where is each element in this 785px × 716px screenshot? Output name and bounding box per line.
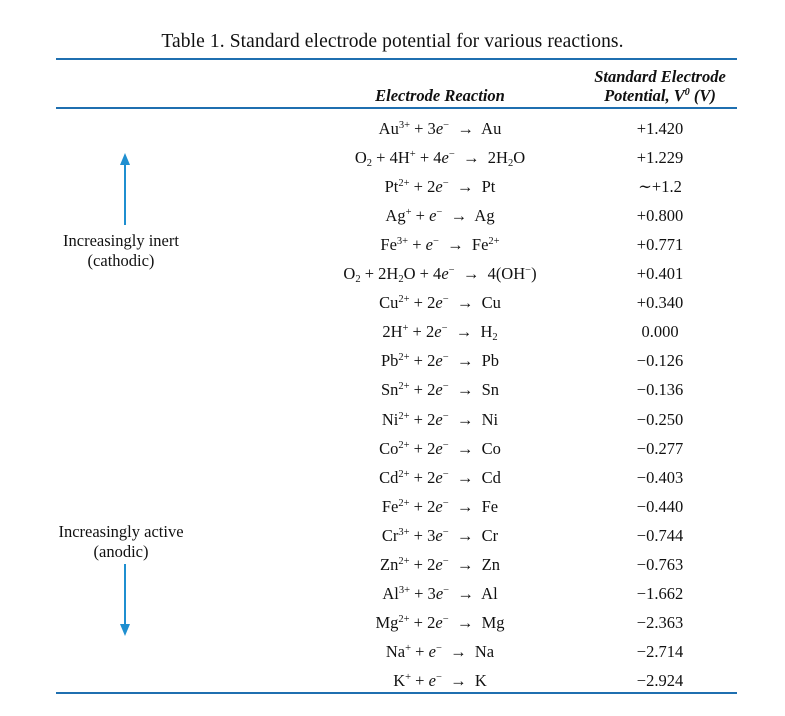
reaction-cell: $Fe^{2+} + 2e^- \to Fe$ bbox=[381, 496, 499, 516]
potential-cell: −2.363 bbox=[636, 612, 684, 632]
potential-cell: +0.771 bbox=[636, 235, 684, 255]
table-row bbox=[0, 553, 785, 582]
header-electrode-reaction: Electrode Reaction bbox=[375, 86, 505, 105]
reaction-cell: $Pt^{2+} + 2e^- \to Pt$ bbox=[384, 177, 496, 197]
potential-cell: +1.420 bbox=[636, 119, 684, 138]
potential-cell: ∼+1.2 bbox=[638, 177, 682, 197]
table-header-rule bbox=[56, 107, 737, 109]
reaction-cell: Ag+ + e− → Ag bbox=[385, 206, 495, 226]
header-potential-line2: Potential, $V^0$ (V) bbox=[604, 86, 716, 105]
table-row bbox=[0, 408, 785, 437]
potential-cell: 0.000 bbox=[641, 322, 679, 342]
reaction-cell: K+ + e− → K bbox=[393, 670, 487, 690]
reaction-cell: $Al^{3+} + 3e^- \to Al$ bbox=[382, 583, 498, 603]
table-row bbox=[0, 146, 785, 175]
reaction-cell: $Mg^{2+} + 2e^- \to Mg$ bbox=[375, 612, 505, 632]
potential-cell: −0.136 bbox=[636, 380, 684, 400]
table-caption: Table 1. Standard electrode potential for various reactions. bbox=[161, 31, 624, 52]
reaction-cell: $Ni^{2+} + 2e^- \to Ni$ bbox=[381, 409, 499, 429]
table-row bbox=[0, 262, 785, 291]
inert-label: Increasingly inert (cathodic) bbox=[63, 231, 179, 270]
header-potential-line1: Standard Electrode bbox=[594, 67, 726, 86]
table-top-rule bbox=[56, 58, 737, 60]
table-row bbox=[0, 611, 785, 640]
potential-cell: −0.440 bbox=[636, 496, 684, 516]
table-row bbox=[0, 466, 785, 495]
potential-cell: +0.401 bbox=[636, 264, 684, 284]
potential-cell: −0.250 bbox=[636, 409, 684, 429]
header-standard-potential bbox=[580, 67, 740, 105]
table-row bbox=[0, 117, 785, 146]
table-row bbox=[0, 378, 785, 407]
reaction-cell: $Cu^{2+} + 2e^- \to Cu$ bbox=[379, 293, 501, 313]
table-row bbox=[0, 495, 785, 524]
reaction-cell: $Co^{2+} + 2e^- \to Co$ bbox=[379, 438, 501, 458]
table-bottom-rule bbox=[56, 692, 737, 694]
table-row bbox=[0, 320, 785, 349]
potential-cell: −0.126 bbox=[636, 351, 684, 371]
potential-cell: +0.800 bbox=[636, 206, 684, 226]
table-row bbox=[0, 640, 785, 669]
potential-cell: −0.763 bbox=[636, 554, 684, 574]
table-row bbox=[0, 233, 785, 262]
potential-cell: −0.744 bbox=[636, 525, 684, 545]
reaction-cell: Na+ + e− → Na bbox=[385, 641, 495, 661]
table-row bbox=[0, 175, 785, 204]
table-row bbox=[0, 582, 785, 611]
reaction-cell: $O_2 + 2H_2O + 4e^- \to 4(OH^-)$ bbox=[343, 264, 537, 286]
table-row bbox=[0, 291, 785, 320]
active-label: Increasingly active (anodic) bbox=[58, 522, 184, 561]
reaction-cell: $Zn^{2+} + 2e^- \to Zn$ bbox=[380, 554, 500, 574]
potential-cell: −0.403 bbox=[636, 467, 684, 487]
reaction-cell: $Cr^{3+} + 3e^- \to Cr$ bbox=[381, 525, 499, 545]
reaction-cell: $O_2 + 4H^+ + 4e^- \to 2H_2O$ bbox=[354, 148, 526, 170]
potential-cell: +1.229 bbox=[636, 148, 684, 168]
reaction-cell: $Pb^{2+} + 2e^- \to Pb$ bbox=[380, 351, 500, 371]
reaction-cell: $2H^+ + 2e^- \to H_2$ bbox=[382, 322, 498, 344]
reaction-cell: $Fe^{3+} + e^- \to Fe^{2+}$ bbox=[380, 235, 500, 255]
table-row bbox=[0, 437, 785, 466]
table-row bbox=[0, 524, 785, 553]
reaction-cell: $Sn^{2+} + 2e^- \to Sn$ bbox=[380, 380, 500, 400]
potential-cell: −1.662 bbox=[636, 583, 684, 603]
reaction-cell: $Au^{3+} + 3e^- \to Au$ bbox=[378, 119, 502, 138]
potential-cell: +0.340 bbox=[636, 293, 684, 313]
potential-cell: −2.924 bbox=[636, 670, 684, 690]
potential-cell: −2.714 bbox=[636, 641, 684, 661]
reaction-cell: $Cd^{2+} + 2e^- \to Cd$ bbox=[379, 467, 501, 487]
table-row bbox=[0, 349, 785, 378]
table-row bbox=[0, 204, 785, 233]
potential-cell: −0.277 bbox=[636, 438, 684, 458]
